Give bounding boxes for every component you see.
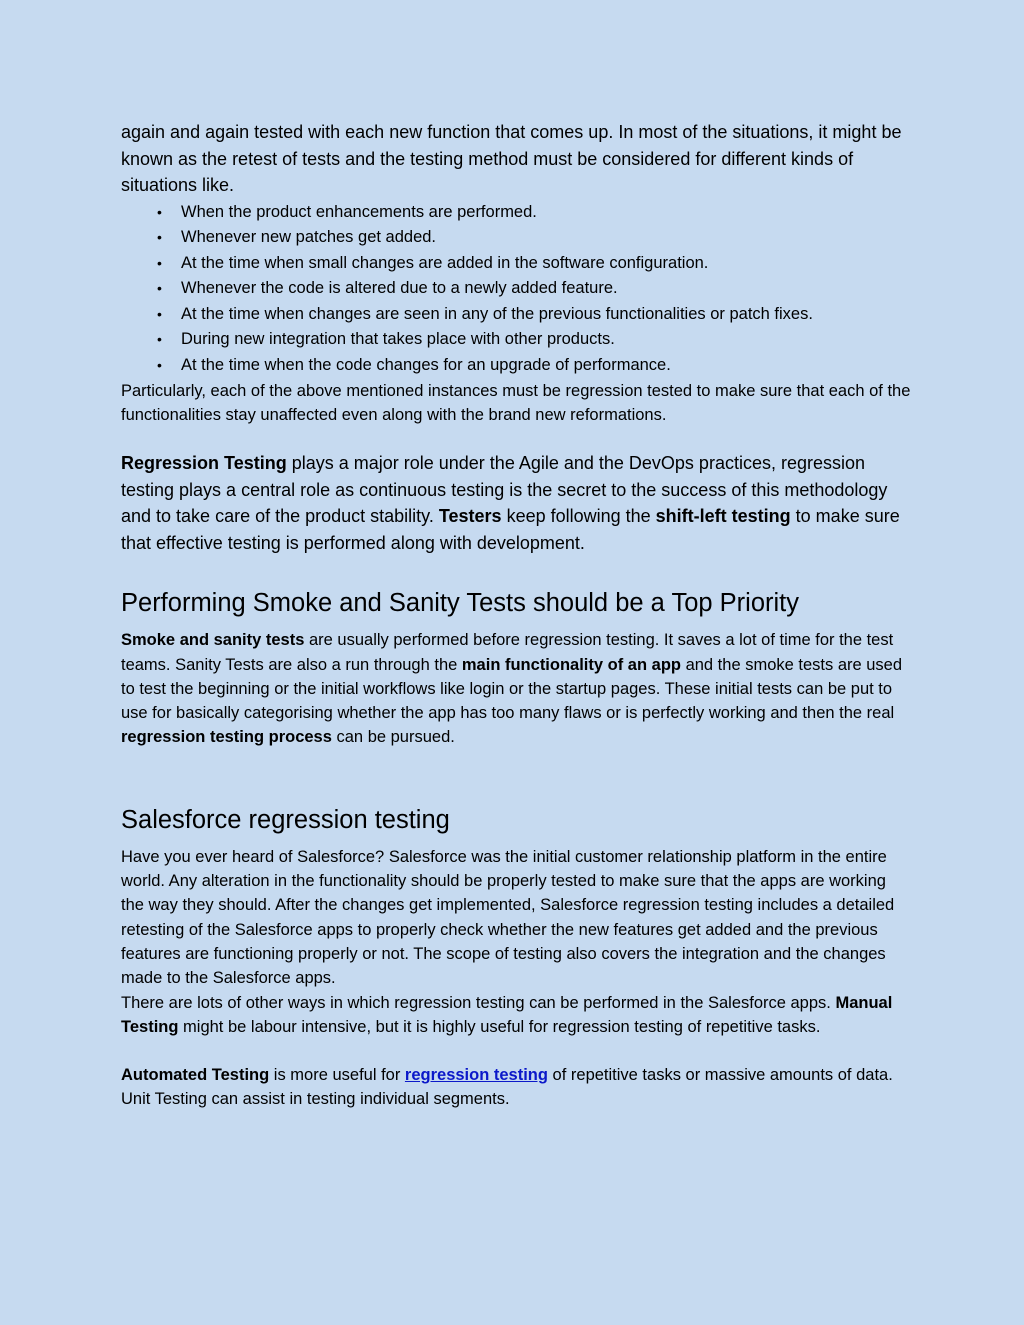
list-item-text: During new integration that takes place with other products. [181, 330, 615, 349]
list-item [121, 302, 911, 328]
bullet-icon: • [157, 229, 162, 246]
body-text: plays a major role under the Agile and the DevOps practices, regression testing plays a central role as continuous testing is the secret to the success of this methodology and to take care of the product stability. [121, 453, 888, 527]
intro-paragraph: again and again tested with each new function that comes up. In most of the situations, it might be known as the retest of tests and the testing method must be considered for different kinds of situations like. [121, 122, 902, 195]
smoke-sanity-paragraph [121, 628, 911, 749]
bold-term: Regression Testing [121, 453, 287, 474]
document-body [121, 119, 911, 1112]
bullet-icon: • [157, 357, 162, 374]
bullet-icon: • [157, 254, 162, 271]
body-text: to make sure that effective testing is performed along with development. [121, 506, 900, 553]
list-item-text: At the time when small changes are added in the software configuration. [181, 253, 709, 272]
list-item [121, 276, 911, 302]
list-item [121, 200, 911, 226]
list-item-text: At the time when the code changes for an upgrade of performance. [181, 356, 671, 375]
list-item-text: Whenever new patches get added. [181, 228, 437, 247]
body-text: keep following the [501, 506, 656, 527]
bullet-icon: • [157, 331, 162, 348]
regression-testing-link[interactable]: regression testing [404, 1066, 548, 1085]
bold-term: Smoke and sanity tests [121, 631, 305, 650]
bold-term: shift-left testing [655, 506, 791, 527]
situations-list [121, 200, 911, 379]
body-text: might be labour intensive, but it is highly useful for regression testing of repetitive tasks. [178, 1017, 821, 1036]
bold-term: main functionality of an app [461, 655, 681, 674]
smoke-sanity-heading: Performing Smoke and Sanity Tests should be a Top Priority [121, 589, 799, 618]
regression-paragraph [121, 450, 911, 556]
bold-term: Testers [438, 506, 502, 527]
bullet-icon: • [157, 203, 162, 220]
bullet-icon: • [157, 280, 162, 297]
body-text: can be pursued. [331, 728, 455, 747]
list-item [121, 353, 911, 379]
list-item-text: When the product enhancements are performed. [181, 202, 537, 221]
list-item [121, 327, 911, 353]
salesforce-automated-paragraph [121, 1063, 911, 1112]
bold-term: Manual Testing [121, 993, 893, 1036]
bullet-icon: • [157, 305, 162, 322]
list-item-text: At the time when changes are seen in any of the previous functionalities or patch fixes. [181, 304, 813, 323]
after-list-paragraph: Particularly, each of the above mentioned instances must be regression tested to make sure that each of the functionalities stay unaffected even along with the brand new reformations. [121, 381, 911, 424]
body-text: are usually performed before regression testing. It saves a lot of time for the test teams. Sanity Tests are also a run through the [121, 631, 894, 674]
bold-term: regression testing process [121, 728, 332, 747]
salesforce-paragraph: Have you ever heard of Salesforce? Salesforce was the initial customer relationship platform in the entire world. Any alteration in the functionality should be properly tested to make sure that the apps are working the way they should. After the changes get implemented, Salesforce regression testing includes a detailed retesting of the Salesforce apps to properly check whether the new features get added and the previous features are functioning properly or not. The scope of testing also covers the integration and the changes made to the Salesforce apps. [121, 847, 895, 988]
body-text: There are lots of other ways in which regression testing can be performed in the Salesforce apps. [121, 993, 836, 1012]
bold-term: Automated Testing [121, 1066, 270, 1085]
list-item-text: Whenever the code is altered due to a newly added feature. [181, 279, 618, 298]
list-item [121, 225, 911, 251]
body-text: of repetitive tasks or massive amounts of data. Unit Testing can assist in testing individual segments. [121, 1066, 893, 1109]
salesforce-heading: Salesforce regression testing [121, 805, 450, 834]
salesforce-manual-paragraph [121, 991, 911, 1040]
body-text: is more useful for [269, 1066, 405, 1085]
body-text: and the smoke tests are used to test the beginning or the initial workflows like login or the startup pages. These initial tests can be put to use for basically categorising whether the app has too many flaws or is perfectly working and then the real [121, 655, 903, 723]
list-item [121, 251, 911, 277]
